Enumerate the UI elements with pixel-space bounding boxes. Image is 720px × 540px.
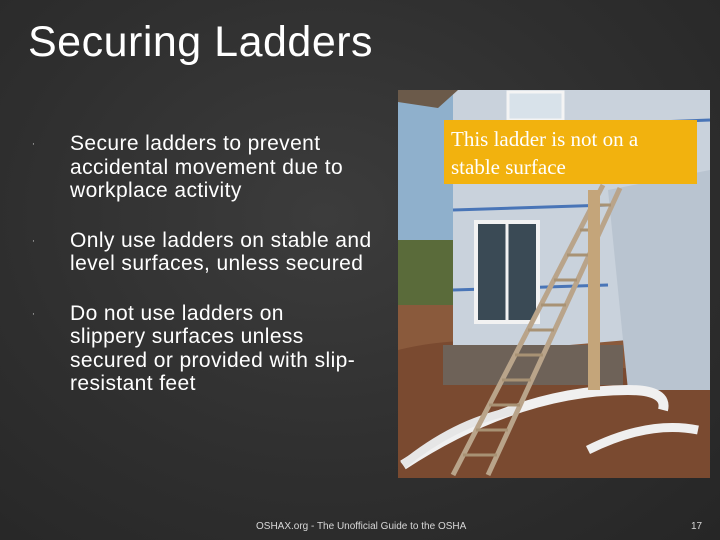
photo-caption-callout: This ladder is not on a stable surface [444,120,697,184]
page-number: 17 [691,521,703,532]
bullet-marker: · [32,236,35,247]
bullet-list [30,132,400,422]
bullet-item [30,302,400,396]
slide-title: Securing Ladders [28,18,374,66]
bullet-marker: · [32,309,35,320]
bullet-text: Secure ladders to prevent accidental movement due to workplace activity [70,132,344,202]
bullet-text: Do not use ladders on slippery surfaces unless secured or provided with slip-resistant feet [70,301,356,395]
bullet-marker: · [32,140,35,150]
bullet-text: Only use ladders on stable and level surfaces, unless secured [70,228,372,275]
bullet-item [30,229,400,276]
bullet-item [30,132,400,203]
footer-text: OSHAX.org - The Unofficial Guide to the OSHA [256,521,467,532]
